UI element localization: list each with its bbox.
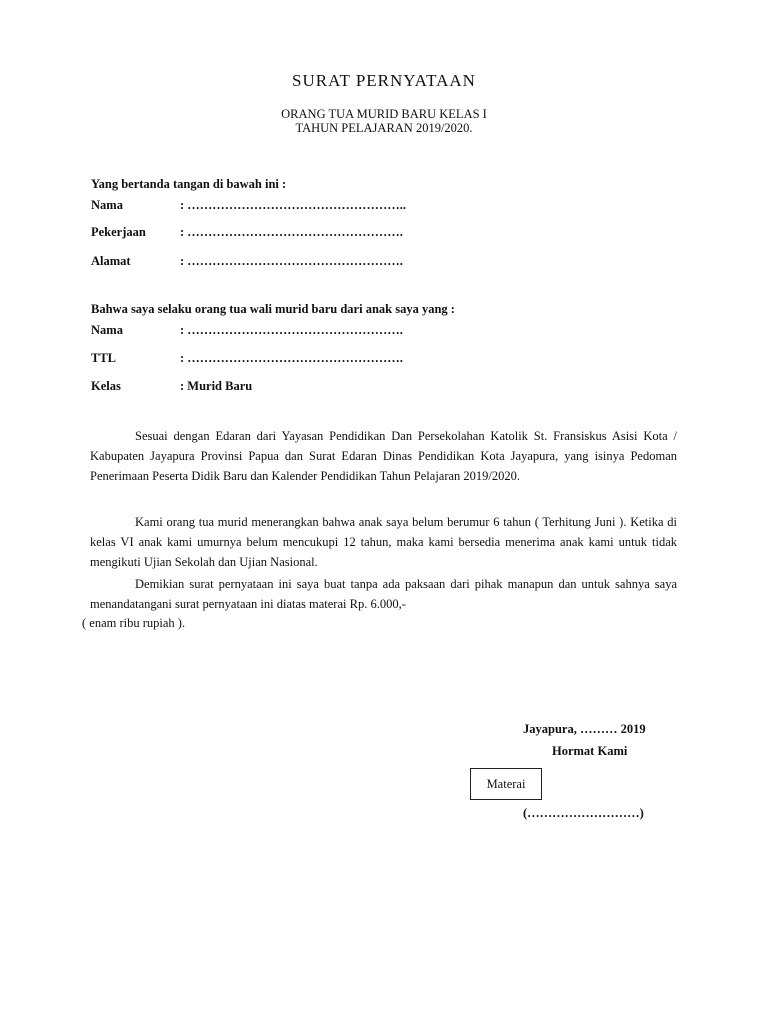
- field-value: : …………………………………………….: [180, 254, 403, 268]
- field-label: TTL: [91, 351, 117, 365]
- place-date: Jayapura, ……… 2019: [523, 722, 646, 736]
- document-title: SURAT PERNYATAAN: [292, 71, 476, 90]
- paragraph-3-end: ( enam ribu rupiah ).: [82, 616, 186, 630]
- stamp-label: Materai: [486, 776, 526, 791]
- field-label: Nama: [91, 323, 123, 337]
- field-label: Kelas: [91, 379, 121, 393]
- field-label: Pekerjaan: [91, 225, 146, 239]
- document-subtitle-2: TAHUN PELAJARAN 2019/2020.: [295, 121, 473, 135]
- field-value: : ……………………………………………..: [180, 198, 407, 212]
- paragraph-3: Demikian surat pernyataan ini saya buat tanpa ada paksaan dari pihak manapun dan untuk sahnya saya menandatangani surat pernyataan ini diatas materai Rp. 6.000,-: [90, 577, 677, 611]
- field-value: : …………………………………………….: [180, 351, 403, 365]
- field-value: : …………………………………………….: [180, 225, 403, 239]
- paragraph-1: Sesuai dengan Edaran dari Yayasan Pendidikan Dan Persekolahan Katolik St. Fransiskus Asisi Kota / Kabupaten Jayapura Provinsi Papua dan Surat Edaran Dinas Pendidikan Kota Jayapura, yang isinya Pedoman Penerimaan Peserta Didik Baru dan Kalender Pendidikan Tahun Pelajaran 2019/2020.: [90, 429, 677, 483]
- field-label: Nama: [91, 198, 123, 212]
- field-label: Alamat: [91, 254, 131, 268]
- document-subtitle-1: ORANG TUA MURID BARU KELAS I: [281, 107, 487, 121]
- section2-intro: Bahwa saya selaku orang tua wali murid baru dari anak saya yang :: [91, 302, 455, 316]
- stamp-box: [470, 768, 542, 800]
- section1-intro: Yang bertanda tangan di bawah ini :: [91, 177, 287, 191]
- paragraph-2: Kami orang tua murid menerangkan bahwa anak saya belum berumur 6 tahun ( Terhitung Juni ). Ketika di kelas VI anak kami umurnya belum mencukupi 12 tahun, maka kami bersedia menerima anak kami untuk tidak mengikuti Ujian Sekolah dan Ujian Nasional.: [90, 515, 677, 569]
- signature-line: (………………………): [523, 806, 644, 820]
- field-value: : …………………………………………….: [180, 323, 403, 337]
- field-value: : Murid Baru: [180, 379, 253, 393]
- closing: Hormat Kami: [552, 744, 628, 758]
